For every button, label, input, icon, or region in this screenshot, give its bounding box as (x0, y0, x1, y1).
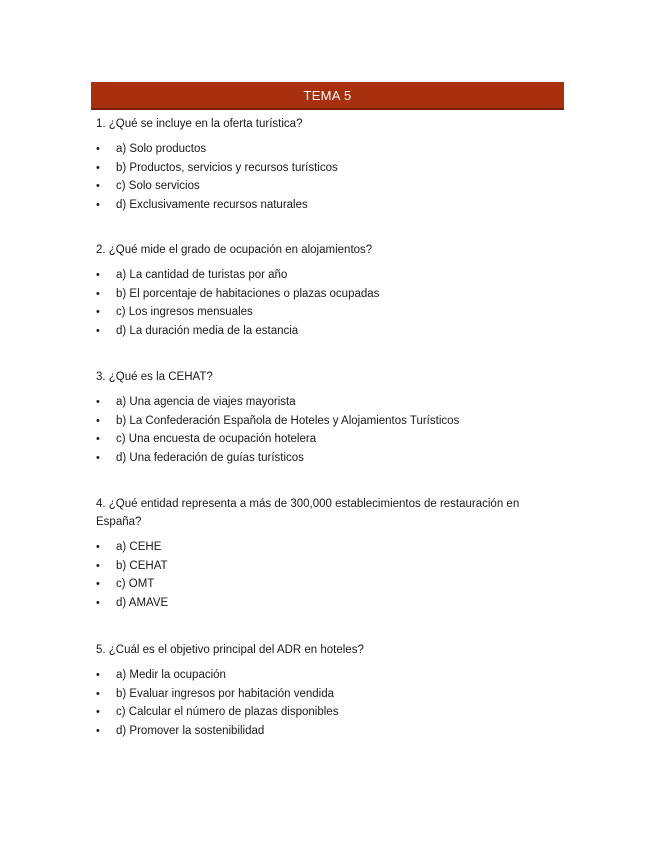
page-title: TEMA 5 (303, 87, 352, 103)
bullet-icon: • (96, 396, 100, 408)
bullet-icon: • (96, 706, 100, 719)
bullet-icon: • (96, 559, 100, 572)
bullet-icon: • (96, 433, 100, 446)
option-text: b) La Confederación Española de Hoteles y Alojamientos Turísticos (116, 414, 460, 427)
option-item (96, 393, 536, 412)
option-text: a) CEHE (116, 541, 162, 553)
option-list (96, 140, 536, 215)
bullet-icon: • (96, 597, 100, 610)
option-text: d) La duración media de la estancia (116, 325, 299, 338)
question-3 (96, 368, 536, 468)
option-item (96, 538, 536, 557)
option-text: d) Una federación de guías turísticos (116, 452, 304, 465)
question-text: 3. ¿Qué es la CEHAT? (96, 371, 213, 383)
option-text: d) Promover la sostenibilidad (116, 725, 265, 738)
option-text: c) Calcular el número de plazas disponibles (116, 706, 339, 719)
option-item (96, 177, 536, 196)
option-text: c) OMT (116, 578, 155, 591)
bullet-icon: • (96, 687, 100, 700)
question-2 (96, 241, 536, 341)
bullet-icon: • (96, 725, 100, 738)
option-item (96, 266, 536, 285)
title-banner (91, 82, 564, 110)
option-item (96, 322, 536, 341)
bullet-icon: • (96, 199, 100, 212)
option-text: a) La cantidad de turistas por año (116, 269, 288, 281)
option-text: b) CEHAT (116, 559, 168, 572)
option-list (96, 393, 536, 468)
bullet-icon: • (96, 269, 100, 281)
option-item (96, 140, 536, 159)
option-list (96, 538, 536, 613)
question-4 (96, 495, 536, 613)
bullet-icon: • (96, 541, 100, 553)
bullet-icon: • (96, 414, 100, 427)
option-item (96, 685, 536, 704)
option-item (96, 412, 536, 431)
option-item (96, 703, 536, 722)
option-item (96, 557, 536, 576)
option-item (96, 285, 536, 304)
bullet-icon: • (96, 143, 100, 155)
option-text: b) Evaluar ingresos por habitación vendida (116, 687, 334, 700)
option-item (96, 303, 536, 322)
option-item (96, 722, 536, 741)
option-text: d) Exclusivamente recursos naturales (116, 199, 308, 212)
bullet-icon: • (96, 161, 100, 174)
option-item (96, 449, 536, 468)
bullet-icon: • (96, 287, 100, 300)
option-text: b) Productos, servicios y recursos turísticos (116, 161, 338, 174)
option-text: c) Una encuesta de ocupación hotelera (116, 433, 317, 446)
option-text: a) Una agencia de viajes mayorista (116, 396, 296, 408)
option-item (96, 666, 536, 685)
bullet-icon: • (96, 452, 100, 465)
question-text: 1. ¿Qué se incluye en la oferta turística? (96, 118, 303, 130)
option-text: b) El porcentaje de habitaciones o plazas ocupadas (116, 287, 380, 300)
option-text: a) Solo productos (116, 143, 207, 155)
question-text: 2. ¿Qué mide el grado de ocupación en alojamientos? (96, 244, 373, 256)
bullet-icon: • (96, 306, 100, 319)
option-text: c) Solo servicios (116, 180, 200, 193)
question-text: 4. ¿Qué entidad representa a más de 300,000 establecimientos de restauración en España? (96, 498, 520, 528)
option-item (96, 196, 536, 215)
option-list (96, 666, 536, 741)
option-list (96, 266, 536, 341)
bullet-icon: • (96, 325, 100, 338)
option-item (96, 575, 536, 594)
option-text: d) AMAVE (116, 597, 169, 610)
bullet-icon: • (96, 578, 100, 591)
option-item (96, 159, 536, 178)
question-5 (96, 641, 536, 741)
option-item (96, 430, 536, 449)
option-item (96, 594, 536, 613)
option-text: c) Los ingresos mensuales (116, 306, 253, 319)
bullet-icon: • (96, 180, 100, 193)
question-text: 5. ¿Cuál es el objetivo principal del ADR en hoteles? (96, 644, 364, 656)
question-1 (96, 115, 536, 215)
bullet-icon: • (96, 669, 100, 681)
option-text: a) Medir la ocupación (116, 669, 226, 681)
